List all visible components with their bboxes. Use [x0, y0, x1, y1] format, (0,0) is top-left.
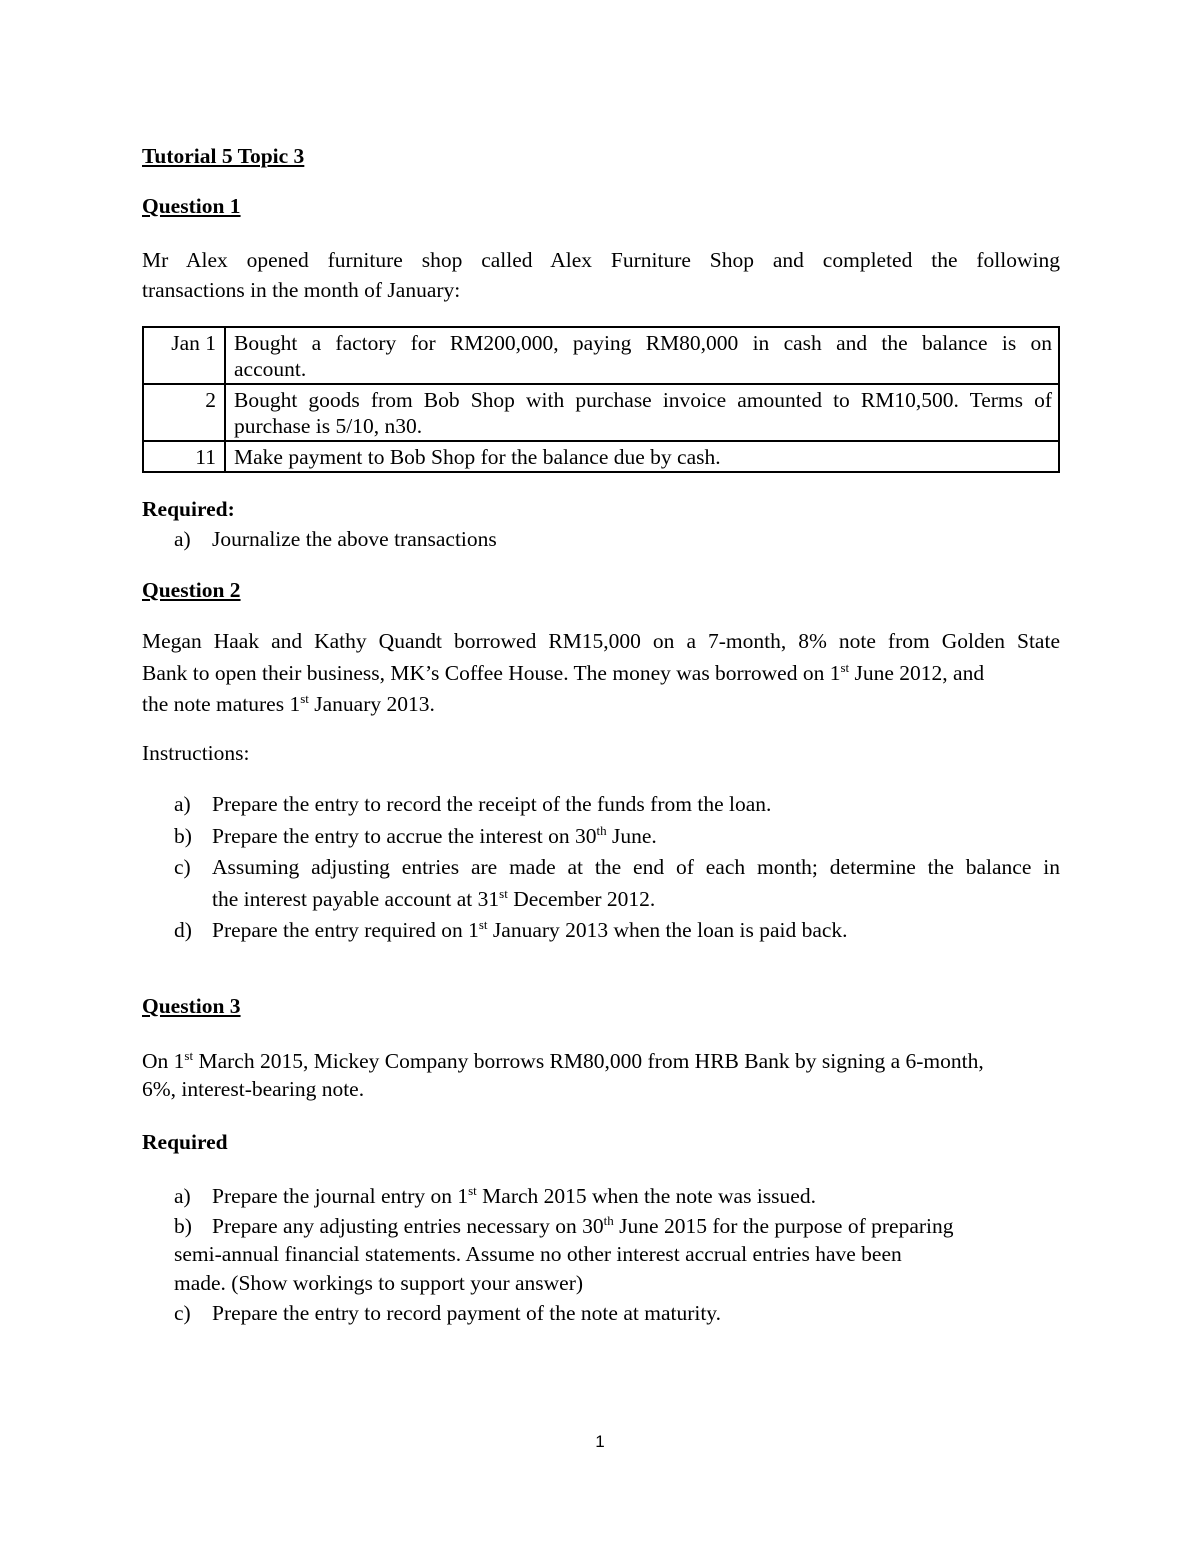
question-3-paragraph-line-1: [142, 1048, 984, 1074]
question-3-required-label: Required: [142, 1130, 228, 1154]
list-marker: d): [174, 918, 192, 943]
list-item-continuation: [212, 886, 655, 912]
question-3-heading: Question 3: [142, 994, 241, 1018]
text-segment: Assuming adjusting entries are made at the end of each month; determine the balance in: [212, 855, 1060, 879]
question-2-paragraph-line-2: [142, 660, 984, 686]
transaction-description: [225, 327, 1059, 384]
superscript: st: [478, 917, 488, 932]
list-item-text: Journalize the above transactions: [212, 527, 497, 551]
text-segment: March 2015 when the note was issued.: [476, 1184, 816, 1209]
transaction-description: [225, 441, 1059, 472]
table-row: [143, 441, 1059, 472]
transaction-description-line: purchase is 5/10, n30.: [234, 414, 423, 438]
text-segment: June.: [606, 824, 657, 849]
list-item: [174, 1183, 816, 1209]
question-2-paragraph-line-3: [142, 691, 435, 717]
text-segment: the note matures 1: [142, 692, 301, 717]
superscript: st: [468, 1183, 477, 1198]
question-1-required-label: Required:: [142, 497, 235, 521]
text-segment: On 1: [142, 1049, 185, 1074]
text-segment: Prepare the entry required on 1: [212, 918, 479, 943]
list-item: [174, 917, 848, 943]
list-item: [174, 1213, 954, 1239]
superscript: th: [596, 823, 607, 838]
list-item-text: Prepare the entry to record the receipt of the funds from the loan.: [212, 792, 772, 816]
question-1-intro-line-1: Mr Alex opened furniture shop called Alex Furniture Shop and completed the following: [142, 248, 1060, 272]
transaction-date: 2: [143, 384, 225, 441]
transaction-date: 11: [143, 441, 225, 472]
text-segment: March 2015, Mickey Company borrows RM80,000 from HRB Bank by signing a 6-month,: [193, 1049, 984, 1074]
text-segment: Prepare any adjusting entries necessary on 30: [212, 1214, 604, 1239]
question-2-paragraph-line-1: Megan Haak and Kathy Quandt borrowed RM15,000 on a 7-month, 8% note from Golden State: [142, 629, 1060, 653]
list-item: [174, 527, 497, 552]
text-segment: June 2015 for the purpose of preparing: [613, 1214, 954, 1239]
text-segment: Prepare the entry to accrue the interest on 30: [212, 824, 597, 849]
transaction-description-line: account.: [234, 357, 307, 381]
transaction-date: Jan 1: [143, 327, 225, 384]
superscript: st: [184, 1048, 194, 1063]
superscript: st: [840, 660, 850, 675]
text-segment: June 2012, and: [849, 661, 985, 686]
question-2-instructions-label: Instructions:: [142, 741, 250, 765]
list-item: [174, 855, 1060, 880]
list-item-continuation: made. (Show workings to support your answer): [174, 1271, 584, 1295]
text-segment: Bank to open their business, MK’s Coffee House. The money was borrowed on 1: [142, 661, 841, 686]
transactions-table: [142, 326, 1060, 473]
list-marker: b): [174, 824, 192, 849]
transaction-description-line: Make payment to Bob Shop for the balance due by cash.: [234, 445, 721, 469]
list-item: [174, 1301, 721, 1326]
list-marker: a): [174, 527, 191, 551]
transaction-description-line: Bought a factory for RM200,000, paying RM80,000 in cash and the balance is on: [234, 331, 1052, 355]
list-item-text: Prepare the entry to record payment of the note at maturity.: [212, 1301, 722, 1325]
list-marker: c): [174, 855, 191, 879]
text-segment: January 2013.: [308, 692, 435, 717]
list-item: [174, 823, 657, 849]
text-segment: January 2013 when the loan is paid back.: [487, 918, 848, 943]
transaction-description: [225, 384, 1059, 441]
table-row: [143, 327, 1059, 384]
superscript: st: [499, 886, 508, 901]
question-3-paragraph-line-2: 6%, interest-bearing note.: [142, 1077, 365, 1101]
list-marker: b): [174, 1214, 192, 1239]
question-2-heading: Question 2: [142, 578, 241, 602]
transaction-description-line: Bought goods from Bob Shop with purchase invoice amounted to RM10,500. Terms of: [234, 388, 1052, 412]
list-item: [174, 792, 771, 817]
question-1-heading: Question 1: [142, 194, 241, 218]
list-marker: c): [174, 1301, 191, 1325]
text-segment: the interest payable account at 31: [212, 887, 500, 912]
list-marker: a): [174, 792, 191, 816]
page-number: 1: [595, 1432, 605, 1451]
text-segment: December 2012.: [507, 887, 656, 912]
document-title: Tutorial 5 Topic 3: [142, 144, 305, 168]
superscript: th: [603, 1213, 614, 1228]
list-marker: a): [174, 1184, 191, 1209]
question-1-intro-line-2: transactions in the month of January:: [142, 278, 461, 302]
text-segment: Prepare the journal entry on 1: [212, 1184, 469, 1209]
table-row: [143, 384, 1059, 441]
superscript: st: [300, 691, 309, 706]
list-item-continuation: semi-annual financial statements. Assume no other interest accrual entries have been: [174, 1242, 902, 1266]
